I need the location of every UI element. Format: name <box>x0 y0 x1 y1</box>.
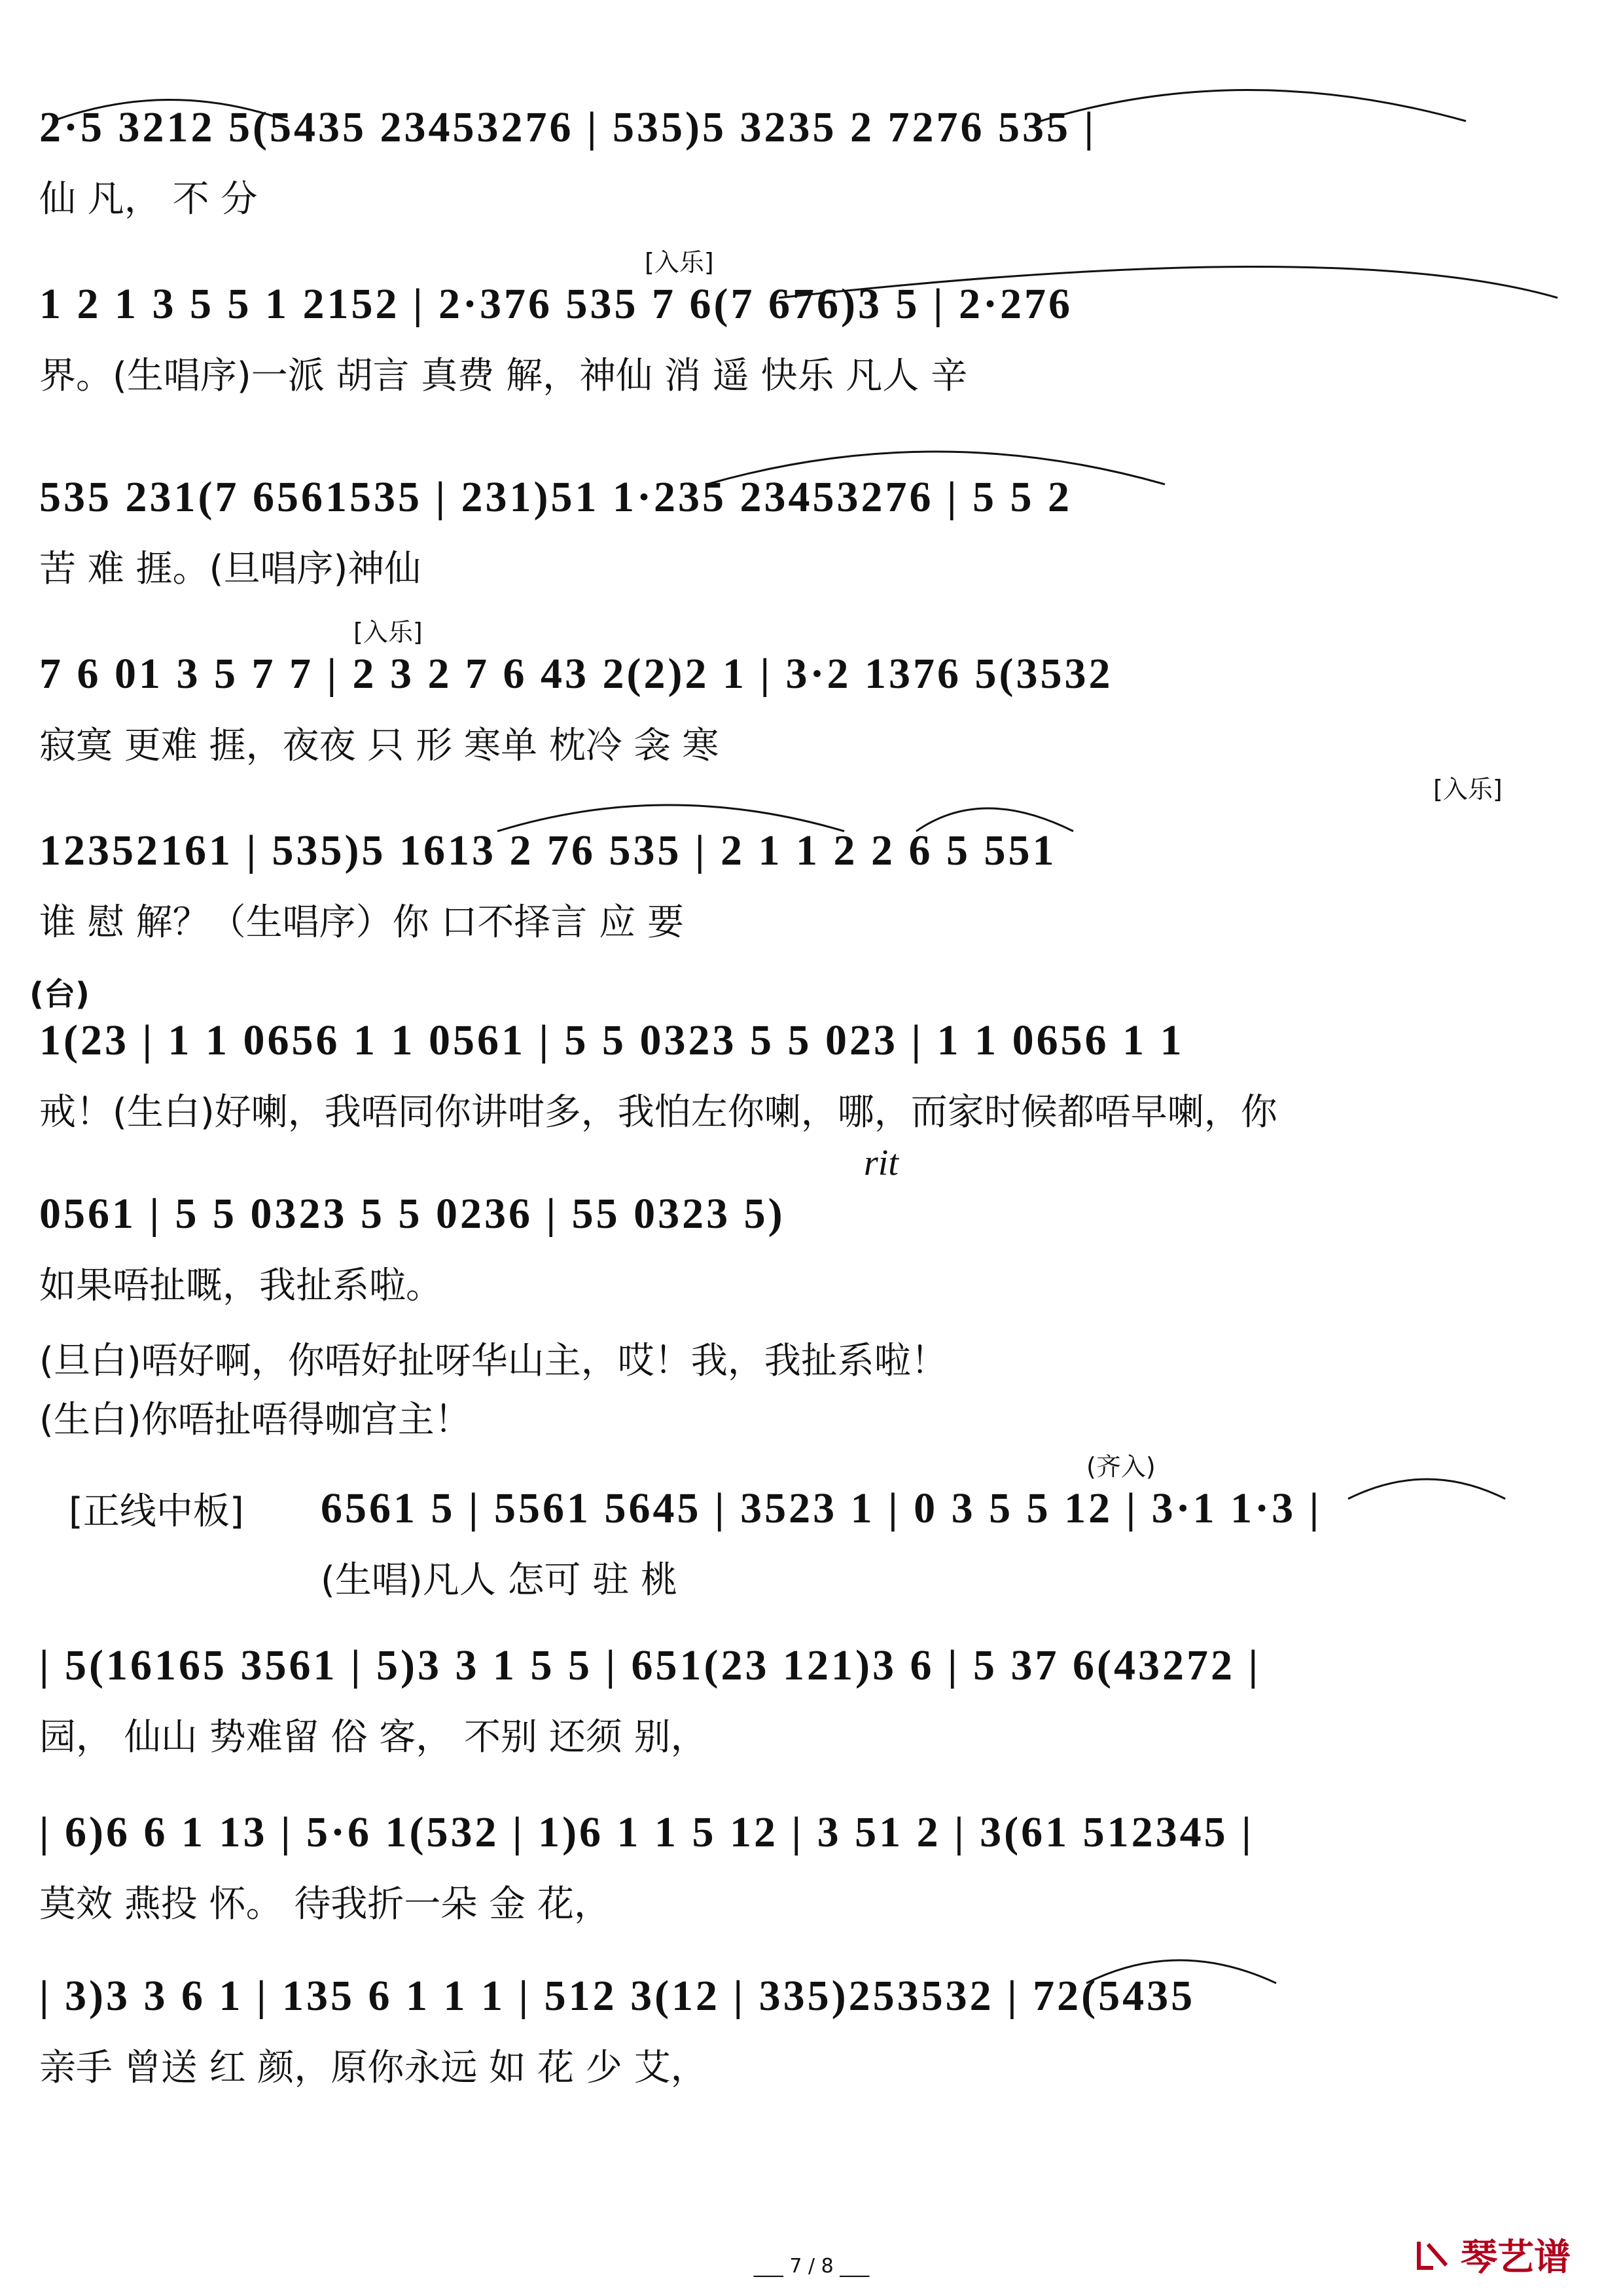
spoken-line-1: (旦白)唔好啊，你唔好扯呀华山主，哎！我，我扯系啦！ <box>39 1340 948 1382</box>
ritardando-mark: rit <box>864 1143 899 1183</box>
entry-marker: [入乐] <box>1433 775 1503 804</box>
brand-logo <box>1414 2229 1571 2281</box>
lyrics-line: 莫效 燕投 怀。 待我折一朵 金 花， <box>39 1883 611 1926</box>
brand-mark-icon <box>1414 2235 1453 2274</box>
notation-line: 535 231(7 6561535 | 231)51 1·235 23453276 | 5 5 2 <box>39 473 1073 521</box>
lyrics-line: 界。(生唱序)一派 胡言 真费 解，神仙 消 遥 快乐 凡人 辛 <box>39 355 968 397</box>
notation-line: 7 6 01 3 5 7 7 | 2 3 2 7 6 43 2(2)2 1 | 3·2 1376 5(3532 <box>39 650 1113 698</box>
notation-line: 12352161 | 535)5 1613 2 76 535 | 2 1 1 2 2 6 5 551 <box>39 827 1057 874</box>
notation-line: 1(23 | 1 1 0656 1 1 0561 | 5 5 0323 5 5 023 | 1 1 0656 1 1 <box>39 1016 1185 1064</box>
notation-line: | 3)3 3 6 1 | 135 6 1 1 1 | 512 3(12 | 335)253532 | 72(5435 <box>39 1972 1196 2020</box>
lyrics-line: 仙 凡， 不 分 <box>39 178 258 221</box>
notation-line: 6561 5 | 5561 5645 | 3523 1 | 0 3 5 5 12 | 3·1 1·3 | <box>321 1484 1322 1532</box>
lyrics-line: 园， 仙山 势难留 俗 客， 不别 还须 别， <box>39 1716 707 1759</box>
entry-marker: [入乐] <box>353 618 423 647</box>
notation-line: 0561 | 5 5 0323 5 5 0236 | 55 0323 5) <box>39 1190 785 1238</box>
lyrics-line: 苦 难 捱。(旦唱序)神仙 <box>39 548 421 590</box>
notation-line: | 6)6 6 1 13 | 5·6 1(532 | 1)6 1 1 5 12 | 3 51 2 | 3(61 512345 | <box>39 1808 1254 1856</box>
notation-line: 1 2 1 3 5 5 1 2152 | 2·376 535 7 6(7 676)3 5 | 2·276 <box>39 280 1073 328</box>
lyrics-line: 寂寞 更难 捱，夜夜 只 形 寒单 枕冷 衾 寒 <box>39 725 719 767</box>
spoken-line-2: (生白)你唔扯唔得咖宫主！ <box>39 1399 471 1441</box>
lyrics-line: 谁 慰 解？（生唱序）你 口不择言 应 要 <box>39 901 685 944</box>
page-footer: ___ 7 / 8 ___ <box>753 2255 870 2278</box>
notation-line: | 5(16165 3561 | 5)3 3 1 5 5 | 651(23 121)3 6 | 5 37 6(43272 | <box>39 1641 1261 1689</box>
brand-name: 琴艺谱 <box>1461 2236 1571 2279</box>
entry-marker: (齐入) <box>1086 1452 1156 1481</box>
notation-line: 2·5 3212 5(5435 23453276 | 535)5 3235 2 7276 535 | <box>39 103 1097 151</box>
entry-marker: [入乐] <box>645 248 714 277</box>
lyrics-line: 亲手 曾送 红 颜，原你永远 如 花 少 艾， <box>39 2047 707 2089</box>
lyrics-line: 如果唔扯嘅，我扯系啦。 <box>39 1265 442 1307</box>
lyrics-line: (生唱)凡人 怎可 驻 桃 <box>321 1559 678 1602</box>
dialogue-marker: (台) <box>29 976 90 1013</box>
lyrics-line: 戒！(生白)好喇，我唔同你讲咁多，我怕左你喇，哪，而家时候都唔早喇，你 <box>39 1091 1277 1134</box>
section-label: [正线中板] <box>69 1490 244 1533</box>
